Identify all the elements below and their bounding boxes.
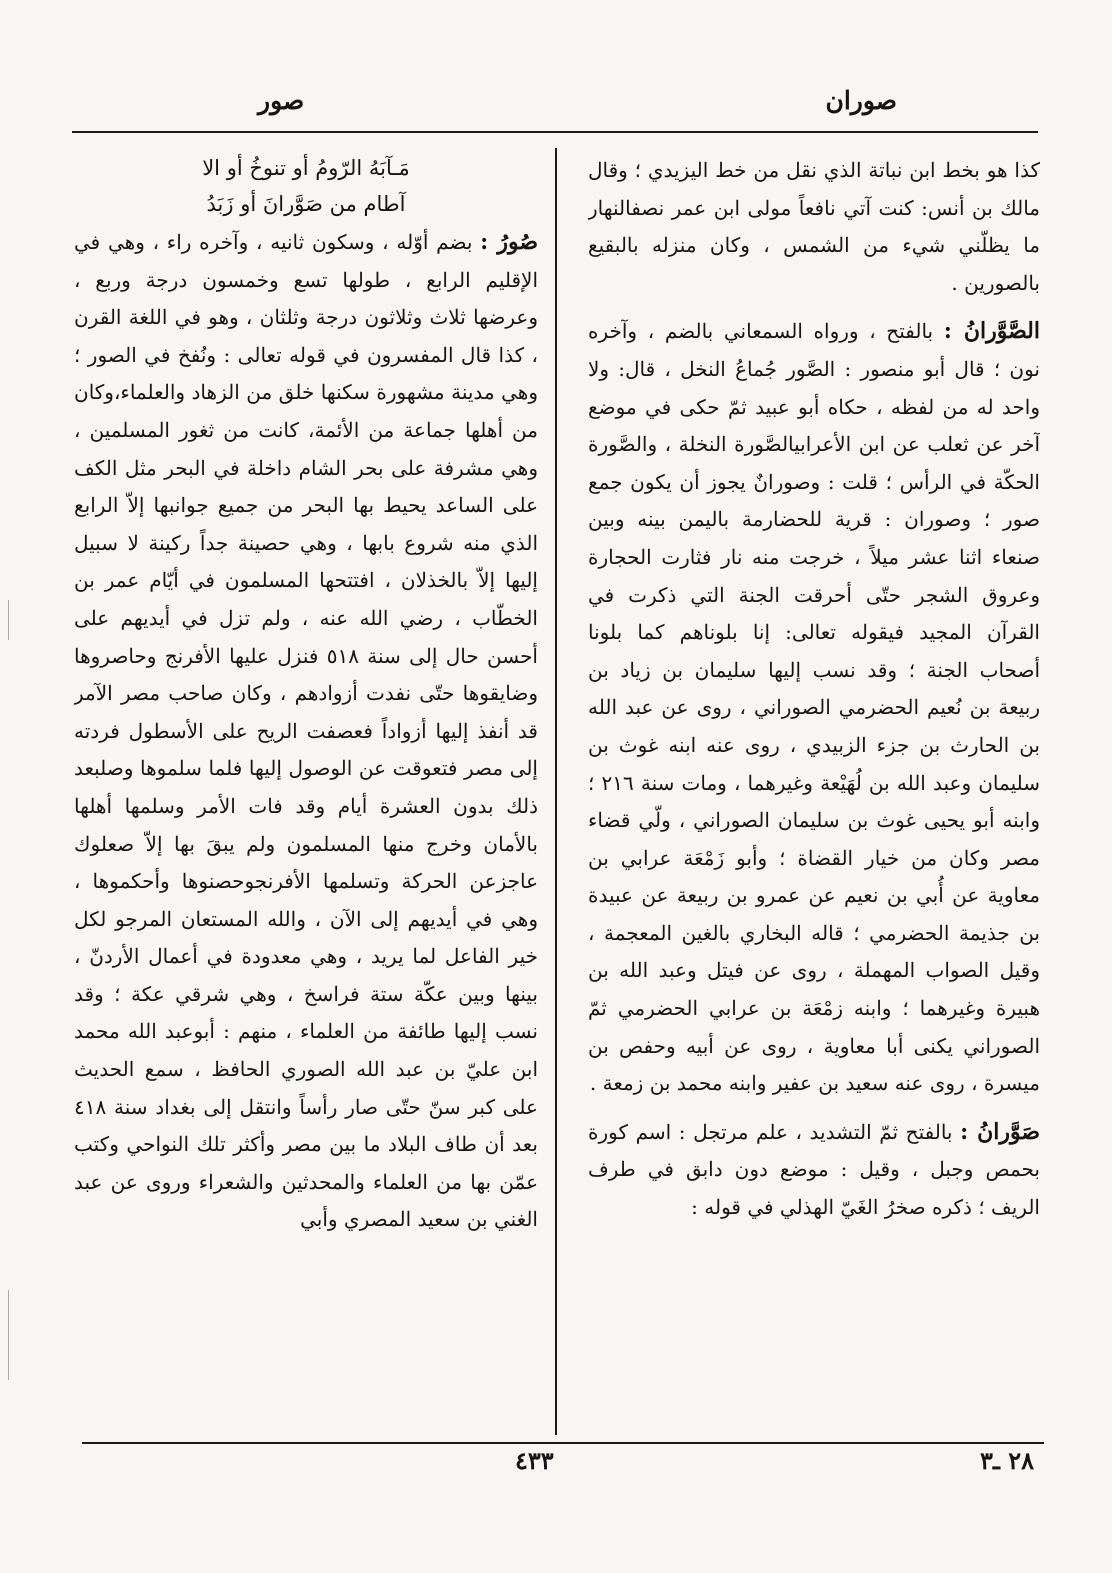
- scan-margin-mark: [8, 600, 9, 640]
- headword: الصَّوَّرانُ :: [943, 318, 1040, 345]
- verse-line-1: مَـآبَهُ الرّومُ أو تنوخُ أو الا: [202, 156, 410, 180]
- running-header-left: صور: [258, 86, 305, 115]
- entry-text: بالفتح ، ورواه السمعاني بالضم ، وآخره نون ؛ قال أبو منصور : الصَّور جُماعُ النخل ، قال: ولا واحد له من لفظه ، حكاه أبو عبيد ثمّ حكى في موضع آخر عن ثعلب عن ابن الأعرابيالصَّورة النخلة ، والصَّورة الحكّة في الرأس ؛ قلت : وصورانٌ يجوز أن يكون جمع صور ؛ وصوران : قرية للحضارمة باليمن بينه وبين صنعاء اثنا عشر ميلاً ، خرجت منه نار فثارت الحجارة وعروق الشجر حتّى أحرقت الجنة التي ذكرت في القرآن المجيد فيقوله تعالى: إنا بلوناهم كما بلونا أصحاب الجنة ؛ وقد نسب إليها سليمان بن زياد بن ربيعة بن نُعيم الحضرمي الصوراني ، روى عن عبد الله بن الحارث بن جزء الزبيدي ، روى عنه ابنه غوث بن سليمان وعبد الله بن لُهَيْعة وغيرهما ، ومات سنة ٢١٦ ؛ وابنه أبو يحيى غوث بن سليمان الصوراني ، ولّي قضاء مصر وكان من خيار القضاة ؛ وأبو زَمْعَة عرابي بن معاوية عن أُبي بن نعيم عن عمرو بن ربيعة عن عبيدة بن جذيمة الحضرمي ؛ قاله البخاري بالغين المعجمة ، وقيل الصواب المهملة ، روى عن فيتل وعبد الله بن هبيرة وغيرهما ؛ وابنه زمْعَة بن عرابي الحضرمي ثمّ الصوراني يكنى أبا معاوية ، روى عن أبيه وحفص بن ميسرة ، روى عنه سعيد بن عفير وابنه محمد بن زمعة .: [588, 319, 1040, 1096]
- verse-line-2: آطام من صَوَّرانَ أو زَبَدُ: [206, 192, 406, 216]
- page-number: ٤٣٣: [515, 1446, 554, 1475]
- right-column: [588, 152, 1040, 1437]
- column-divider: [555, 148, 557, 1435]
- scan-margin-mark: [8, 1290, 9, 1380]
- left-column: [74, 150, 538, 1435]
- running-header-right: صوران: [825, 86, 897, 115]
- entry-sur: [74, 224, 538, 1239]
- entry-continuation: كذا هو بخط ابن نباتة الذي نقل من خط اليزيدي ؛ وقال مالك بن أنس: كنت آتي نافعاً مولى ابن عمر نصفالنهار ما يظلّني شيء من الشمس ، وكان منزله بالبقيع بالصورين .: [588, 158, 1040, 295]
- headword: صُورُ :: [480, 229, 538, 255]
- entry-sawwaran: [588, 1114, 1040, 1227]
- footer-rule: [82, 1442, 1044, 1444]
- entry-text: بالفتح ثمّ التشديد ، علم مرتجل : اسم كورة بحمص وجبل ، وقيل : موضع دون دابق في طرف الريف ؛ ذكره صخرُ الغَيّ الهذلي في قوله :: [588, 1119, 1040, 1220]
- entry-sawwaran-with-article: [588, 313, 1040, 1102]
- entry-text: بضم أوّله ، وسكون ثانيه ، وآخره راء ، وهي في الإقليم الرابع ، طولها تسع وخمسون درجة وربع ، وعرضها ثلاث وثلاثون درجة وثلثان ، وهو في اللغة القرن ، كذا قال المفسرون في قوله تعالى : ونُفخ في الصور ؛ وهي مدينة مشهورة سكنها خلق من الزهاد والعلماء،وكان من أهلها جماعة من الأئمة، كانت من ثغور المسلمين ، وهي مشرفة على بحر الشام داخلة في البحر مثل الكف على الساعد يحيط بها البحر من جميع جوانبها إلاّ الرابع الذي منه شروع بابها ، وهي حصينة جداً ركينة لا سبيل إليها إلاّ بالخذلان ، افتتحها المسلمون في أيّام عمر بن الخطّاب ، رضي الله عنه ، ولم تزل في أيديهم على أحسن حال إلى سنة ٥١٨ فنزل عليها الأفرنج وحاصروها وضايقوها حتّى نفدت أزوادهم ، وكان صاحب مصر الآمر قد أنفذ إليها أزواداً فعصفت الريح على الأسطول فردته إلى مصر فتعوقت عن الوصول إليها فلما سلموها وصلبعد ذلك بدون العشرة أيام وقد فات الأمر وسلمها أهلها بالأمان وخرج منها المسلمون ولم يبقَ بها إلاّ صعلوك عاجزعن الحركة وتسلمها الأفرنجوحصنوها وأحكموها ، وهي في أيديهم إلى الآن ، والله المستعان المرجو لكل خير الفاعل لما يريد ، وهي معدودة في أعمال الأردنّ ، بينها وبين عكّة ستة فراسخ ، وهي شرقي عكة ؛ وقد نسب إليها طائفة من العلماء ، منهم : أبوعبد الله محمد ابن عليّ بن عبد الله الصوري الحافظ ، سمع الحديث على كبر سنّ حتّى صار رأساً وانتقل إلى بغداد سنة ٤١٨ بعد أن طاف البلاد ما بين مصر وأكثر تلك النواحي وكتب عمّن بها من العلماء والمحدثين والشعراء وروى عن عبد الغني بن سعيد المصري وأبي: [74, 230, 538, 1232]
- header-rule: [72, 131, 1038, 133]
- printer-signature: ٢٨ ـ٣: [980, 1446, 1035, 1475]
- headword: صَوَّرانُ :: [960, 1118, 1040, 1145]
